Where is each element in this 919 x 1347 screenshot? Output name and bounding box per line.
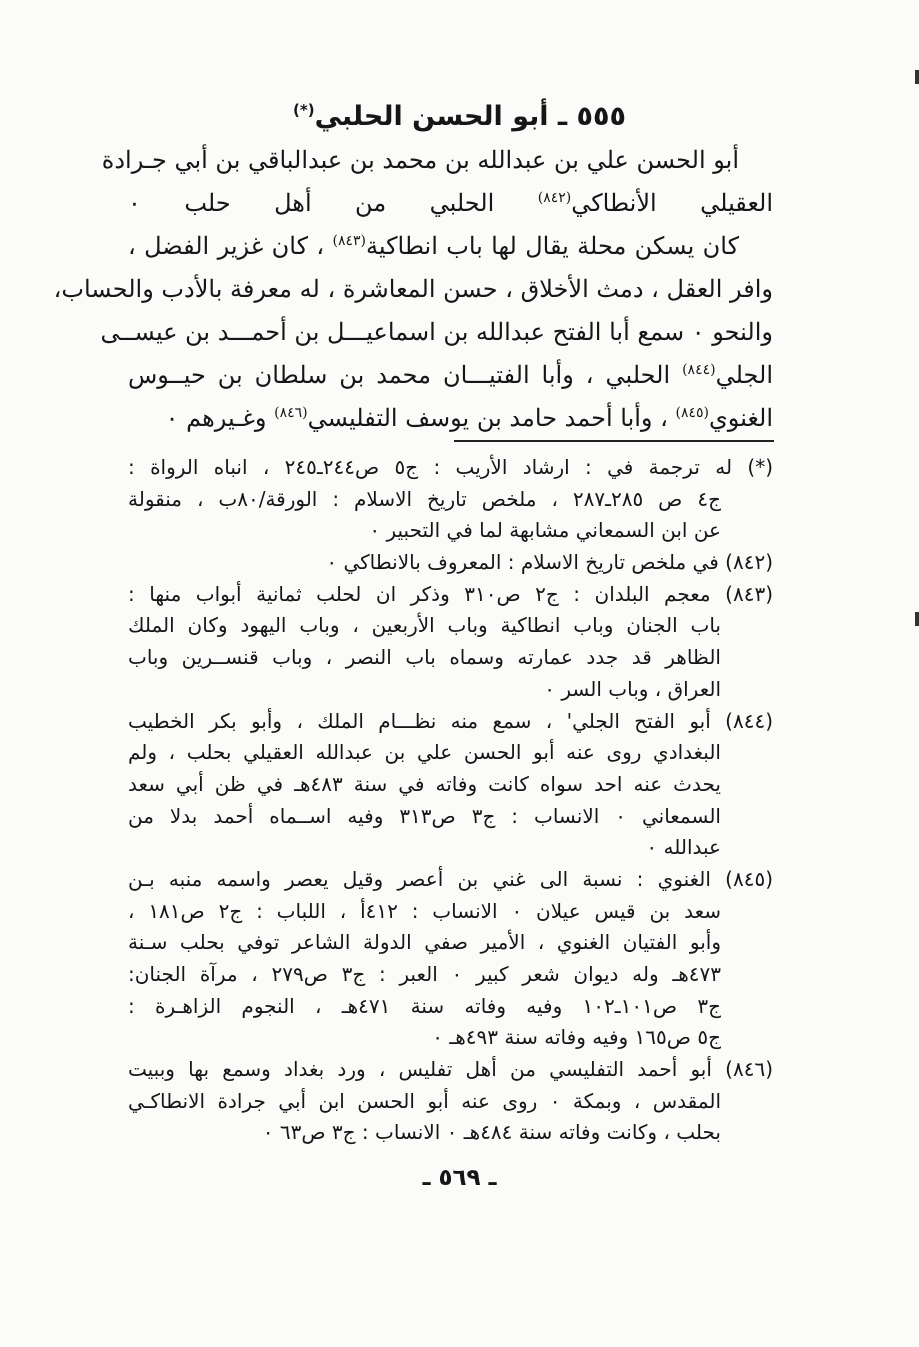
footnote-text: عن ابن السمعاني مشابهة لما في التحبير ٠ — [369, 518, 721, 543]
footnote-number: (*) — [747, 455, 774, 479]
footnote-text: ج٤ ص ٢٨٥ـ٢٨٧ ، ملخص تاريخ الاسلام : الورقة/٨٠ب ، منقولة — [128, 486, 721, 511]
footnote-line — [128, 959, 773, 991]
footnote-line — [128, 737, 773, 769]
footnote-ref: (٨٤٦) — [274, 405, 308, 421]
footnote-line — [128, 927, 773, 959]
scan-edge-mark — [915, 70, 919, 84]
footnote-text: سعد بن قيس عيلان ٠ الانساب : ٤١٢أ ، اللباب : ج٢ ص١٨١ ، — [128, 898, 721, 923]
footnote-line — [128, 896, 773, 928]
body-line-text: أبو الحسن علي بن عبدالله بن محمد بن عبدالباقي بن أبي جـرادة — [101, 146, 739, 174]
footnote-line — [128, 674, 773, 706]
footnote-line — [128, 642, 773, 674]
footnote-text: يحدث عنه احد سواه كانت وفاته في سنة ٤٨٣هـ في ظن أبي سعد — [128, 771, 721, 796]
footnote-text: العراق ، وباب السر ٠ — [544, 676, 721, 701]
footnote-text: ٤٧٣هـ وله ديوان شعر كبير ٠ العبر : ج٣ ص٢٧٩ ، مرآة الجنان: — [128, 962, 721, 986]
footnote-ref: (٨٤٥) — [675, 405, 710, 421]
footnote-text: المقدس ، وبمكة ٠ روى عنه أبو الحسن ابن أبي جرادة الانطاكـي — [128, 1088, 721, 1113]
body-line — [128, 183, 773, 226]
footnote-number: (٨٤٦) — [725, 1057, 773, 1082]
body-line-text: الغنوي — [709, 404, 773, 432]
body-line — [101, 140, 773, 183]
footnote-line — [128, 1117, 773, 1149]
footnote-line — [128, 579, 773, 611]
footnote-line — [128, 484, 773, 516]
footnote-number: (٨٤٢) — [725, 550, 773, 575]
body-line-text: والنحو ٠ سمع أبا الفتح عبدالله بن اسماعيـــل بن أحمـــد بن عيســى — [100, 318, 773, 346]
footnote-line — [128, 769, 773, 801]
footnote-number: (٨٤٥) — [725, 866, 773, 891]
footnotes — [128, 452, 773, 1149]
footnote-text: باب الجنان وباب انطاكية وباب الأربعين ، وباب اليهود وكان الملك — [128, 613, 721, 638]
body-line — [128, 355, 773, 398]
footnote-text: معجم البلدان : ج٢ ص٣١٠ وذكر ان لحلب ثمانية أبواب منها : — [128, 581, 711, 606]
entry-title — [0, 92, 919, 135]
body-line — [100, 312, 773, 355]
body-line-text: وغـيرهم ٠ — [165, 404, 275, 432]
footnote-text: السمعاني ٠ الانساب : ج٣ ص٣١٣ وفيه اســماه أحمد بدلا من — [128, 803, 721, 828]
footnote-line — [128, 1054, 773, 1086]
footnote-separator — [454, 440, 774, 442]
body-line-text: ، كان غزير الفضل ، — [128, 232, 333, 260]
footnote-text: ج٣ ص١٠١ـ١٠٢ وفيه وفاته سنة ٤٧١هـ ، النجوم الزاهـرة : — [128, 993, 721, 1018]
footnote-line — [128, 864, 773, 896]
body-line-text: الجلي — [715, 361, 773, 389]
body-line-text: وافر العقل ، دمث الأخلاق ، حسن المعاشرة ، له معرفة بالأدب والحساب، — [53, 275, 773, 303]
footnote-text: ج٥ ص١٦٥ وفيه وفاته سنة ٤٩٣هـ ٠ — [432, 1025, 721, 1050]
entry-title-mark: (*) — [293, 101, 315, 119]
body-line-text: الحلبي من أهل حلب ٠ — [128, 189, 538, 217]
footnote-line — [128, 706, 773, 738]
body-line-text: الحلبي ، وأبا الفتيـــان محمد بن سلطان بن حيــوس — [128, 361, 683, 389]
footnote-line — [128, 832, 773, 864]
footnote-text: بحلب ، وكانت وفاته سنة ٤٨٤هـ ٠ الانساب : ج٣ ص٦٣ ٠ — [262, 1120, 721, 1145]
body-line — [128, 226, 773, 269]
footnote-ref: (٨٤٢) — [537, 190, 572, 206]
footnote-text: في ملخص تاريخ الاسلام : المعروف بالانطاكي ٠ — [326, 550, 719, 575]
footnote-number: (٨٤٣) — [725, 581, 773, 606]
body-line-text: كان يسكن محلة يقال لها باب انطاكية — [365, 232, 740, 260]
entry-body — [53, 140, 774, 441]
footnote-text: أبو أحمد التفليسي من أهل تفليس ، ورد بغداد وسمع بها وببيت — [128, 1057, 712, 1082]
page-number: ـ ٥٦٩ ـ — [422, 1165, 497, 1191]
footnote-text: البغدادي روى عنه أبو الحسن علي بن عبدالله العقيلي بحلب ، ولم — [128, 740, 721, 765]
footnote-line — [128, 610, 773, 642]
footnote-line — [128, 991, 773, 1023]
body-line-text: ، وأبا أحمد حامد بن يوسف التفليسي — [307, 404, 676, 432]
footnote-line — [128, 452, 773, 484]
footnote-text: وأبو الفتيان الغنوي ، الأمير صفي الدولة الشاعر توفي بحلب سـنة — [128, 930, 721, 955]
footnote-line — [128, 547, 773, 579]
footnote-text: الظاهر قد جدد عمارته وسماه باب النصر ، وباب قنســرين وباب — [128, 645, 721, 670]
footnote-line — [128, 1022, 773, 1054]
footnote-ref: (٨٤٤) — [682, 362, 716, 378]
footnote-line — [128, 1086, 773, 1118]
footnote-text: عبدالله ٠ — [646, 835, 721, 860]
footnote-text: الغنوي : نسبة الى غني بن أعصر وقيل يعصر واسمه منبه بـن — [128, 866, 711, 891]
body-line — [128, 398, 773, 441]
footnote-number: (٨٤٤) — [725, 708, 774, 733]
scan-edge-mark — [915, 612, 919, 626]
entry-title-text: ٥٥٥ ـ أبو الحسن الحلبي — [314, 101, 626, 132]
body-line-text: العقيلي الأنطاكي — [571, 189, 774, 217]
footnote-line — [128, 801, 773, 833]
footnote-text: له ترجمة في : ارشاد الأريب : ج٥ ص٢٤٤ـ٢٤٥ ، انباه الرواة : — [128, 455, 733, 479]
footnote-line — [128, 515, 773, 547]
footnote-ref: (٨٤٣) — [332, 233, 366, 249]
body-line — [53, 269, 773, 312]
footnote-text: أبو الفتح الجلي' ، سمع منه نظـــام الملك ، وأبو بكر الخطيب — [128, 708, 711, 733]
